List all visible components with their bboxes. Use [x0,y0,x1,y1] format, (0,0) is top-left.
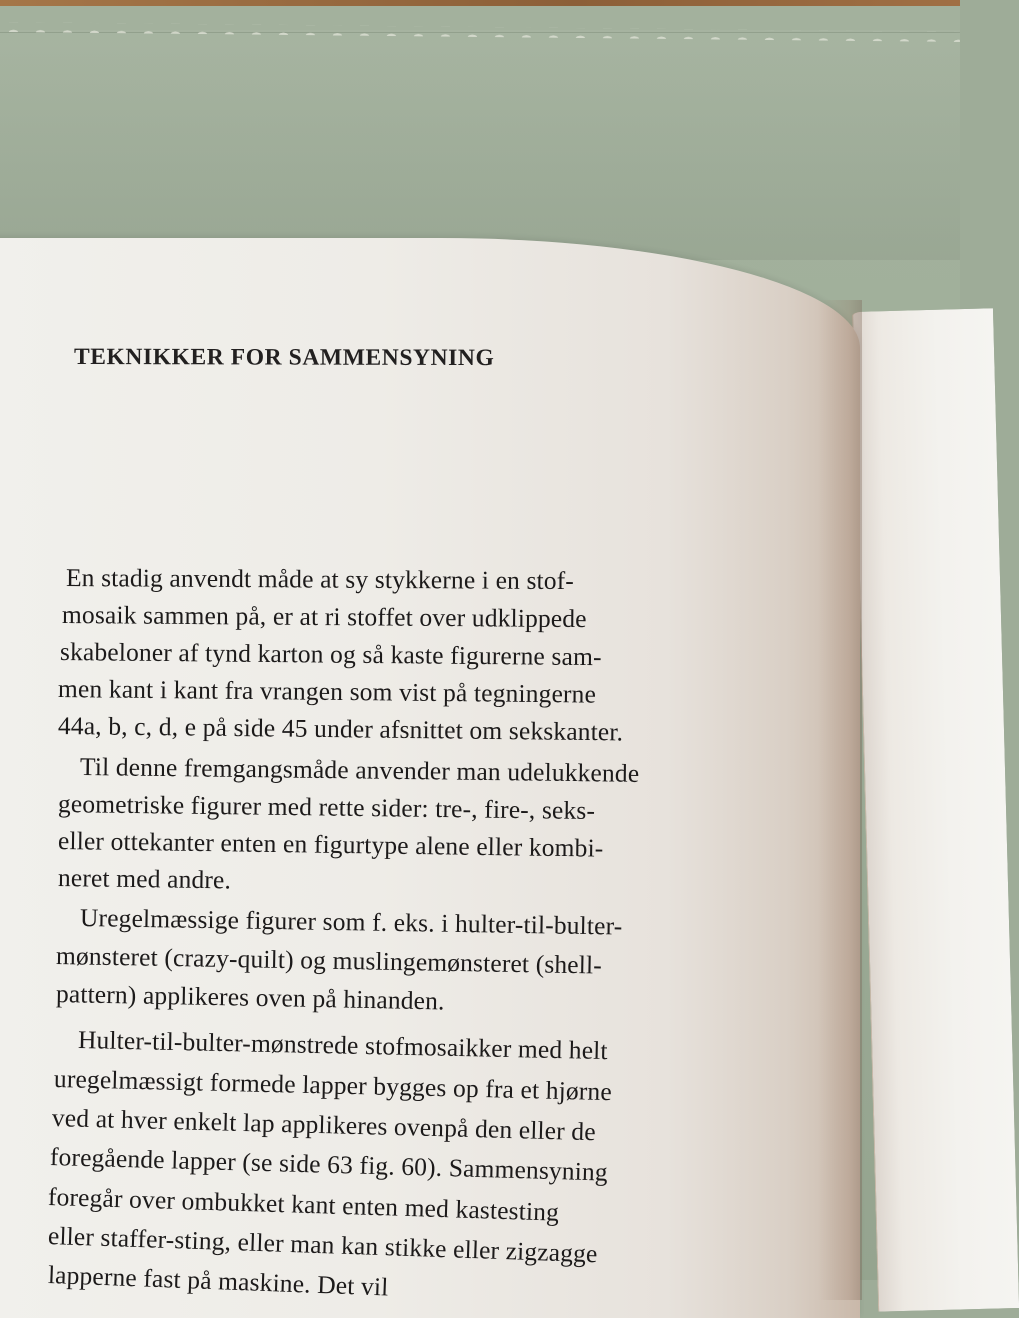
text-line: men kant i kant fra vrangen som vist på tegningerne [57,674,597,709]
text-line: 44a, b, c, d, e på side 45 under afsnittet om sekskanter. [57,711,624,747]
text-line: ved at hver enkelt lap applikeres ovenpå den eller de [51,1103,597,1147]
book-cover [0,30,960,260]
text-line: mønsteret (crazy-quilt) og muslingemønsteret (shell- [55,941,603,980]
text-line: pattern) applikeres oven på hinanden. [55,979,445,1016]
text-line: skabeloner af tynd karton og så kaste figurerne sam- [59,637,602,672]
text-line: neret med andre. [57,863,232,895]
text-line: foregår over ombukket kant enten med kastesting [47,1182,560,1227]
right-page-edge [852,308,1019,1311]
text-line: lapperne fast på maskine. Det vil [47,1260,389,1302]
page-heading: TEKNIKKER FOR SAMMENSYNING [73,344,495,372]
text-line: mosaik sammen på, er at ri stoffet over udklippede [61,600,587,634]
text-line: uregelmæssigt formede lapper bygges op fra et hjørne [53,1064,613,1107]
text-line: Hulter-til-bulter-mønstrede stofmosaikker med helt [77,1025,608,1066]
text-line: eller ottekanter enten en figurtype alene eller kombi- [57,826,604,863]
text-line: Til denne fremgangsmåde anvender man udelukkende [79,752,640,788]
book-gutter-shadow [818,300,862,1300]
text-line: geometriske figurer med rette sider: tre-, fire-, seks- [57,789,596,826]
text-line: eller staffer-sting, eller man kan stikke eller zigzagge [47,1221,598,1269]
text-line: Uregelmæssige figurer som f. eks. i hulter-til-bulter- [79,903,623,941]
text-line: foregående lapper (se side 63 fig. 60). Sammensyning [49,1142,609,1187]
text-line: En stadig anvendt måde at sy stykkerne i en stof- [65,563,575,596]
